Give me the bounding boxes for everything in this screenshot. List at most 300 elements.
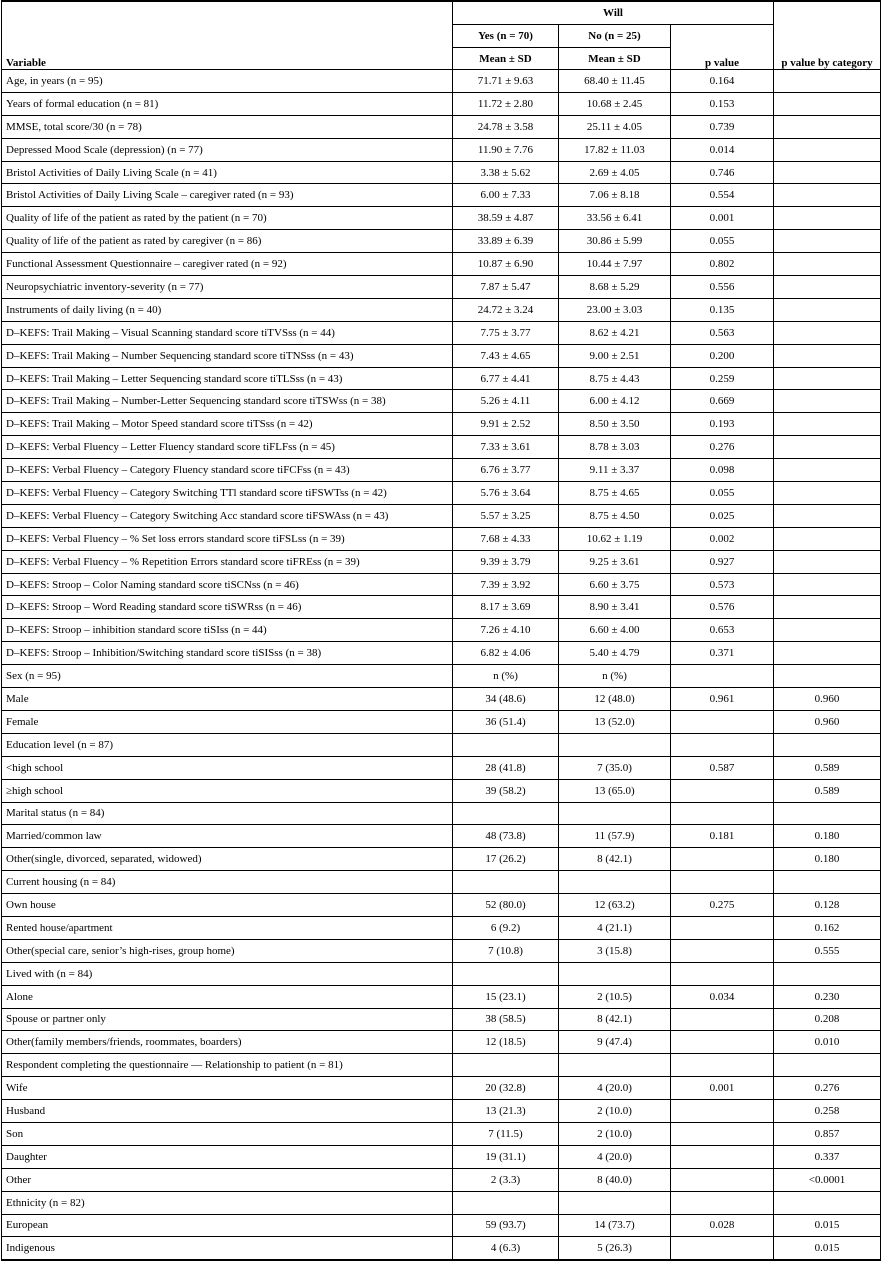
p-category-cell: [774, 733, 881, 756]
table-row: [2, 665, 881, 688]
variable-cell: D–KEFS: Trail Making – Motor Speed standard score tiTSss (n = 42): [2, 413, 453, 436]
p-category-cell: [774, 962, 881, 985]
yes-value-cell: 6.77 ± 4.41: [453, 367, 559, 390]
p-value-cell: 0.164: [671, 70, 774, 93]
yes-value-cell: 48 (73.8): [453, 825, 559, 848]
no-value-cell: 33.56 ± 6.41: [559, 207, 671, 230]
yes-value-cell: 3.38 ± 5.62: [453, 161, 559, 184]
yes-value-cell: 7.26 ± 4.10: [453, 619, 559, 642]
p-category-cell: 0.162: [774, 916, 881, 939]
no-value-cell: 11 (57.9): [559, 825, 671, 848]
yes-value-cell: 7.43 ± 4.65: [453, 344, 559, 367]
p-value-cell: [671, 1191, 774, 1214]
p-category-cell: [774, 161, 881, 184]
p-category-cell: [774, 665, 881, 688]
yes-value-cell: 39 (58.2): [453, 779, 559, 802]
variable-cell: Married/common law: [2, 825, 453, 848]
variable-cell: Quality of life of the patient as rated by the patient (n = 70): [2, 207, 453, 230]
table-row: [2, 161, 881, 184]
variable-cell: D–KEFS: Verbal Fluency – Letter Fluency standard score tiFLFss (n = 45): [2, 436, 453, 459]
no-value-cell: 10.44 ± 7.97: [559, 253, 671, 276]
p-value-cell: 0.034: [671, 985, 774, 1008]
p-value-cell: [671, 939, 774, 962]
p-value-cell: [671, 916, 774, 939]
yes-value-cell: 38.59 ± 4.87: [453, 207, 559, 230]
yes-group-header: Yes (n = 70): [453, 25, 559, 48]
yes-value-cell: [453, 733, 559, 756]
yes-value-cell: 11.90 ± 7.76: [453, 138, 559, 161]
yes-value-cell: 19 (31.1): [453, 1145, 559, 1168]
table-row: [2, 825, 881, 848]
variable-cell: D–KEFS: Verbal Fluency – % Set loss errors standard score tiFSLss (n = 39): [2, 527, 453, 550]
variable-cell: Female: [2, 710, 453, 733]
yes-value-cell: [453, 1054, 559, 1077]
table-row: [2, 1168, 881, 1191]
yes-value-cell: 15 (23.1): [453, 985, 559, 1008]
variable-cell: Other(family members/friends, roommates, boarders): [2, 1031, 453, 1054]
table-row: [2, 573, 881, 596]
variable-cell: D–KEFS: Stroop – Color Naming standard score tiSCNss (n = 46): [2, 573, 453, 596]
variable-cell: Rented house/apartment: [2, 916, 453, 939]
p-value-cell: 0.098: [671, 459, 774, 482]
p-value-cell: 0.961: [671, 688, 774, 711]
yes-value-cell: n (%): [453, 665, 559, 688]
table-row: [2, 1191, 881, 1214]
p-category-cell: [774, 527, 881, 550]
table-row: [2, 92, 881, 115]
yes-value-cell: 6.00 ± 7.33: [453, 184, 559, 207]
p-value-cell: 0.135: [671, 298, 774, 321]
variable-cell: Other(single, divorced, separated, widowed): [2, 848, 453, 871]
p-value-header: p value: [671, 25, 774, 70]
p-value-cell: [671, 1168, 774, 1191]
p-category-cell: 0.276: [774, 1077, 881, 1100]
yes-value-cell: 5.76 ± 3.64: [453, 482, 559, 505]
table-row: [2, 459, 881, 482]
p-value-cell: 0.200: [671, 344, 774, 367]
variable-cell: Alone: [2, 985, 453, 1008]
yes-value-cell: 7.87 ± 5.47: [453, 276, 559, 299]
p-category-cell: [774, 550, 881, 573]
no-value-cell: [559, 1054, 671, 1077]
no-value-cell: 8.62 ± 4.21: [559, 321, 671, 344]
p-value-cell: [671, 1145, 774, 1168]
p-value-cell: [671, 1122, 774, 1145]
table-row: [2, 756, 881, 779]
p-category-cell: [774, 276, 881, 299]
table-row: [2, 344, 881, 367]
variable-cell: Husband: [2, 1100, 453, 1123]
no-value-cell: 68.40 ± 11.45: [559, 70, 671, 93]
p-value-cell: 0.371: [671, 642, 774, 665]
yes-value-cell: 17 (26.2): [453, 848, 559, 871]
no-value-cell: 8 (40.0): [559, 1168, 671, 1191]
p-value-cell: [671, 848, 774, 871]
no-value-cell: 2.69 ± 4.05: [559, 161, 671, 184]
yes-value-cell: 36 (51.4): [453, 710, 559, 733]
variable-cell: D–KEFS: Trail Making – Number-Letter Sequencing standard score tiTSWss (n = 38): [2, 390, 453, 413]
no-value-cell: 8.75 ± 4.43: [559, 367, 671, 390]
p-value-cell: 0.055: [671, 482, 774, 505]
table-row: [2, 115, 881, 138]
p-value-cell: 0.669: [671, 390, 774, 413]
table-row: [2, 367, 881, 390]
p-category-cell: [774, 207, 881, 230]
yes-value-cell: 24.72 ± 3.24: [453, 298, 559, 321]
yes-value-cell: 20 (32.8): [453, 1077, 559, 1100]
p-value-cell: 0.055: [671, 230, 774, 253]
table-row: [2, 1077, 881, 1100]
yes-value-cell: 7 (10.8): [453, 939, 559, 962]
yes-value-cell: 9.91 ± 2.52: [453, 413, 559, 436]
yes-value-cell: 8.17 ± 3.69: [453, 596, 559, 619]
no-value-cell: 9.11 ± 3.37: [559, 459, 671, 482]
table-row: [2, 321, 881, 344]
no-value-cell: 8 (42.1): [559, 848, 671, 871]
no-value-cell: [559, 733, 671, 756]
variable-cell: Bristol Activities of Daily Living Scale – caregiver rated (n = 93): [2, 184, 453, 207]
yes-value-cell: 7.39 ± 3.92: [453, 573, 559, 596]
variable-cell: Daughter: [2, 1145, 453, 1168]
p-value-cell: [671, 1008, 774, 1031]
p-value-cell: 0.739: [671, 115, 774, 138]
no-value-cell: 10.68 ± 2.45: [559, 92, 671, 115]
yes-value-cell: [453, 1191, 559, 1214]
p-value-cell: 0.193: [671, 413, 774, 436]
yes-value-cell: 52 (80.0): [453, 894, 559, 917]
variable-cell: Son: [2, 1122, 453, 1145]
yes-value-cell: 7 (11.5): [453, 1122, 559, 1145]
p-category-cell: [774, 138, 881, 161]
table-row: [2, 596, 881, 619]
table-row: [2, 550, 881, 573]
variable-cell: D–KEFS: Trail Making – Letter Sequencing standard score tiTLSss (n = 43): [2, 367, 453, 390]
p-value-cell: 0.573: [671, 573, 774, 596]
p-category-cell: [774, 92, 881, 115]
variable-cell: Neuropsychiatric inventory-severity (n = 77): [2, 276, 453, 299]
p-category-cell: [774, 436, 881, 459]
table-row: [2, 70, 881, 93]
p-category-cell: [774, 344, 881, 367]
no-value-cell: 3 (15.8): [559, 939, 671, 962]
p-value-cell: 0.653: [671, 619, 774, 642]
no-value-cell: 8.75 ± 4.65: [559, 482, 671, 505]
p-category-cell: [774, 115, 881, 138]
no-value-cell: 14 (73.7): [559, 1214, 671, 1237]
no-value-cell: 8.78 ± 3.03: [559, 436, 671, 459]
no-value-cell: 8.75 ± 4.50: [559, 504, 671, 527]
p-value-cell: 0.025: [671, 504, 774, 527]
p-category-cell: 0.589: [774, 779, 881, 802]
p-category-cell: 0.960: [774, 710, 881, 733]
table-row: [2, 733, 881, 756]
yes-value-cell: 7.75 ± 3.77: [453, 321, 559, 344]
variable-cell: D–KEFS: Stroop – Inhibition/Switching standard score tiSISss (n = 38): [2, 642, 453, 665]
p-category-cell: [774, 390, 881, 413]
no-value-cell: [559, 802, 671, 825]
table-row: [2, 1031, 881, 1054]
table-row: [2, 802, 881, 825]
p-category-cell: 0.208: [774, 1008, 881, 1031]
no-value-cell: [559, 962, 671, 985]
p-category-cell: 0.230: [774, 985, 881, 1008]
no-value-cell: 17.82 ± 11.03: [559, 138, 671, 161]
variable-cell: Bristol Activities of Daily Living Scale (n = 41): [2, 161, 453, 184]
p-value-cell: 0.181: [671, 825, 774, 848]
no-value-cell: 12 (63.2): [559, 894, 671, 917]
variable-cell: Instruments of daily living (n = 40): [2, 298, 453, 321]
variable-cell: Lived with (n = 84): [2, 962, 453, 985]
no-value-cell: 8 (42.1): [559, 1008, 671, 1031]
variable-cell: Wife: [2, 1077, 453, 1100]
no-value-cell: 9.00 ± 2.51: [559, 344, 671, 367]
no-value-cell: 2 (10.5): [559, 985, 671, 1008]
variable-cell: Respondent completing the questionnaire — Relationship to patient (n = 81): [2, 1054, 453, 1077]
yes-value-cell: 5.26 ± 4.11: [453, 390, 559, 413]
no-value-cell: 2 (10.0): [559, 1100, 671, 1123]
variable-cell: European: [2, 1214, 453, 1237]
no-value-cell: 5.40 ± 4.79: [559, 642, 671, 665]
table-row: [2, 207, 881, 230]
variable-cell: D–KEFS: Verbal Fluency – % Repetition Errors standard score tiFREss (n = 39): [2, 550, 453, 573]
table-row: [2, 1145, 881, 1168]
p-value-cell: 0.001: [671, 207, 774, 230]
p-category-cell: 0.015: [774, 1214, 881, 1237]
p-category-cell: [774, 642, 881, 665]
variable-cell: Indigenous: [2, 1237, 453, 1260]
no-value-cell: 6.60 ± 4.00: [559, 619, 671, 642]
yes-value-cell: [453, 962, 559, 985]
table-row: [2, 527, 881, 550]
p-category-cell: [774, 459, 881, 482]
p-value-cell: 0.554: [671, 184, 774, 207]
p-value-cell: 0.153: [671, 92, 774, 115]
yes-value-cell: 10.87 ± 6.90: [453, 253, 559, 276]
variable-cell: Other: [2, 1168, 453, 1191]
variable-cell: D–KEFS: Verbal Fluency – Category Fluency standard score tiFCFss (n = 43): [2, 459, 453, 482]
table-row: [2, 298, 881, 321]
yes-value-cell: 38 (58.5): [453, 1008, 559, 1031]
p-category-cell: 0.258: [774, 1100, 881, 1123]
p-category-cell: [774, 1054, 881, 1077]
table-row: [2, 642, 881, 665]
results-table: [1, 0, 881, 1261]
table-header: [2, 1, 881, 70]
variable-cell: Ethnicity (n = 82): [2, 1191, 453, 1214]
yes-value-cell: 2 (3.3): [453, 1168, 559, 1191]
p-value-cell: 0.275: [671, 894, 774, 917]
p-value-cell: [671, 1100, 774, 1123]
yes-value-cell: 4 (6.3): [453, 1237, 559, 1260]
table-body: [2, 70, 881, 1261]
p-category-cell: [774, 413, 881, 436]
variable-cell: MMSE, total score/30 (n = 78): [2, 115, 453, 138]
p-value-cell: 0.276: [671, 436, 774, 459]
yes-stat-header: Mean ± SD: [453, 48, 559, 70]
p-category-cell: [774, 367, 881, 390]
variable-cell: D–KEFS: Stroop – inhibition standard score tiSIss (n = 44): [2, 619, 453, 642]
variable-cell: Quality of life of the patient as rated by caregiver (n = 86): [2, 230, 453, 253]
table-row: [2, 184, 881, 207]
table-row: [2, 985, 881, 1008]
yes-value-cell: 34 (48.6): [453, 688, 559, 711]
p-category-cell: [774, 802, 881, 825]
variable-cell: Spouse or partner only: [2, 1008, 453, 1031]
no-value-cell: 4 (20.0): [559, 1077, 671, 1100]
table-row: [2, 230, 881, 253]
p-value-cell: [671, 871, 774, 894]
no-value-cell: 4 (20.0): [559, 1145, 671, 1168]
yes-value-cell: 13 (21.3): [453, 1100, 559, 1123]
table-row: [2, 962, 881, 985]
table-row: [2, 504, 881, 527]
table-row: [2, 1122, 881, 1145]
p-category-cell: 0.180: [774, 848, 881, 871]
no-value-cell: 7 (35.0): [559, 756, 671, 779]
yes-value-cell: 6 (9.2): [453, 916, 559, 939]
yes-value-cell: [453, 871, 559, 894]
table-row: [2, 138, 881, 161]
table-row: [2, 939, 881, 962]
p-category-cell: [774, 596, 881, 619]
p-value-cell: [671, 779, 774, 802]
yes-value-cell: 11.72 ± 2.80: [453, 92, 559, 115]
p-category-cell: 0.015: [774, 1237, 881, 1260]
table-row: [2, 482, 881, 505]
variable-cell: D–KEFS: Trail Making – Visual Scanning standard score tiTVSss (n = 44): [2, 321, 453, 344]
variable-cell: ≥high school: [2, 779, 453, 802]
variable-cell: Marital status (n = 84): [2, 802, 453, 825]
no-value-cell: 10.62 ± 1.19: [559, 527, 671, 550]
table-row: [2, 1237, 881, 1260]
no-value-cell: 9 (47.4): [559, 1031, 671, 1054]
variable-cell: Sex (n = 95): [2, 665, 453, 688]
variable-cell: Male: [2, 688, 453, 711]
p-category-cell: [774, 573, 881, 596]
table-row: [2, 1008, 881, 1031]
yes-value-cell: 9.39 ± 3.79: [453, 550, 559, 573]
variable-cell: Functional Assessment Questionnaire – caregiver rated (n = 92): [2, 253, 453, 276]
variable-cell: Years of formal education (n = 81): [2, 92, 453, 115]
no-value-cell: 23.00 ± 3.03: [559, 298, 671, 321]
variable-cell: <high school: [2, 756, 453, 779]
yes-value-cell: 5.57 ± 3.25: [453, 504, 559, 527]
no-value-cell: 5 (26.3): [559, 1237, 671, 1260]
table-row: [2, 779, 881, 802]
table-row: [2, 276, 881, 299]
yes-value-cell: 59 (93.7): [453, 1214, 559, 1237]
will-group-header: Will: [453, 1, 774, 25]
p-category-cell: [774, 184, 881, 207]
no-value-cell: 12 (48.0): [559, 688, 671, 711]
table-row: [2, 848, 881, 871]
table-row: [2, 1100, 881, 1123]
table-row: [2, 253, 881, 276]
variable-cell: Own house: [2, 894, 453, 917]
table-row: [2, 916, 881, 939]
table-row: [2, 390, 881, 413]
p-value-cell: [671, 962, 774, 985]
table-row: [2, 1214, 881, 1237]
yes-value-cell: 12 (18.5): [453, 1031, 559, 1054]
no-stat-header: Mean ± SD: [559, 48, 671, 70]
yes-value-cell: 71.71 ± 9.63: [453, 70, 559, 93]
p-value-cell: 0.587: [671, 756, 774, 779]
p-value-cell: [671, 665, 774, 688]
p-category-cell: [774, 1191, 881, 1214]
table-row: [2, 413, 881, 436]
p-value-cell: [671, 710, 774, 733]
p-value-cell: 0.014: [671, 138, 774, 161]
no-value-cell: 2 (10.0): [559, 1122, 671, 1145]
p-value-cell: 0.002: [671, 527, 774, 550]
no-value-cell: 8.50 ± 3.50: [559, 413, 671, 436]
p-category-cell: [774, 253, 881, 276]
variable-cell: D–KEFS: Verbal Fluency – Category Switching Acc standard score tiFSWAss (n = 43): [2, 504, 453, 527]
no-value-cell: 25.11 ± 4.05: [559, 115, 671, 138]
p-category-cell: 0.960: [774, 688, 881, 711]
p-category-cell: <0.0001: [774, 1168, 881, 1191]
p-value-cell: [671, 1237, 774, 1260]
p-value-cell: 0.259: [671, 367, 774, 390]
p-value-cell: [671, 1054, 774, 1077]
p-value-cell: 0.802: [671, 253, 774, 276]
table-row: [2, 436, 881, 459]
p-category-cell: 0.180: [774, 825, 881, 848]
p-value-cell: 0.927: [671, 550, 774, 573]
variable-cell: Age, in years (n = 95): [2, 70, 453, 93]
table-row: [2, 894, 881, 917]
variable-cell: Education level (n = 87): [2, 733, 453, 756]
variable-cell: D–KEFS: Trail Making – Number Sequencing standard score tiTNSss (n = 43): [2, 344, 453, 367]
no-value-cell: n (%): [559, 665, 671, 688]
p-by-category-header: p value by category: [774, 1, 881, 70]
yes-value-cell: [453, 802, 559, 825]
table-row: [2, 871, 881, 894]
yes-value-cell: 7.33 ± 3.61: [453, 436, 559, 459]
variable-cell: Other(special care, senior’s high-rises, group home): [2, 939, 453, 962]
no-value-cell: 6.00 ± 4.12: [559, 390, 671, 413]
p-category-cell: [774, 230, 881, 253]
variable-cell: D–KEFS: Stroop – Word Reading standard score tiSWRss (n = 46): [2, 596, 453, 619]
p-category-cell: 0.857: [774, 1122, 881, 1145]
p-category-cell: [774, 321, 881, 344]
yes-value-cell: 28 (41.8): [453, 756, 559, 779]
variable-header: Variable: [2, 1, 453, 70]
p-value-cell: [671, 733, 774, 756]
table-row: [2, 688, 881, 711]
variable-cell: D–KEFS: Verbal Fluency – Category Switching TTl standard score tiFSWTss (n = 42): [2, 482, 453, 505]
no-value-cell: 8.68 ± 5.29: [559, 276, 671, 299]
no-group-header: No (n = 25): [559, 25, 671, 48]
no-value-cell: 30.86 ± 5.99: [559, 230, 671, 253]
yes-value-cell: 24.78 ± 3.58: [453, 115, 559, 138]
p-category-cell: 0.589: [774, 756, 881, 779]
p-category-cell: [774, 871, 881, 894]
p-value-cell: [671, 1031, 774, 1054]
no-value-cell: 6.60 ± 3.75: [559, 573, 671, 596]
p-category-cell: [774, 619, 881, 642]
p-category-cell: 0.555: [774, 939, 881, 962]
no-value-cell: [559, 1191, 671, 1214]
p-category-cell: [774, 70, 881, 93]
no-value-cell: 9.25 ± 3.61: [559, 550, 671, 573]
p-value-cell: 0.563: [671, 321, 774, 344]
yes-value-cell: 6.76 ± 3.77: [453, 459, 559, 482]
p-category-cell: [774, 298, 881, 321]
no-value-cell: 7.06 ± 8.18: [559, 184, 671, 207]
yes-value-cell: 33.89 ± 6.39: [453, 230, 559, 253]
